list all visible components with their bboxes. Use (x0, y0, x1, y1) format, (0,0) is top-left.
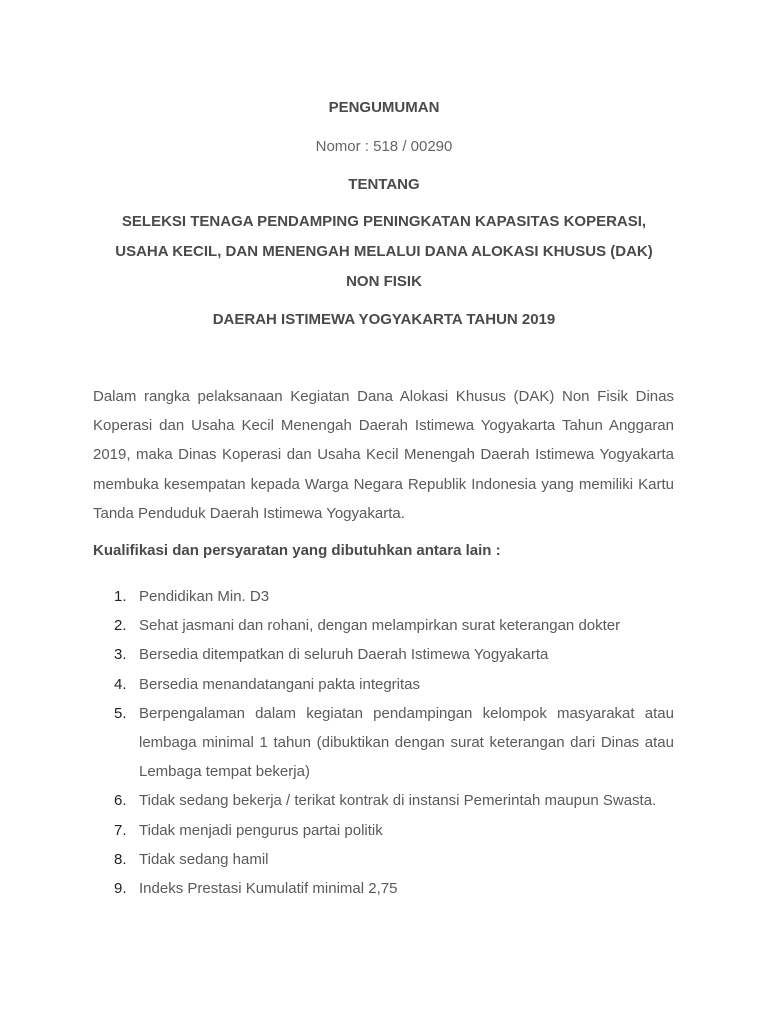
list-item-text: Tidak menjadi pengurus partai politik (139, 821, 383, 839)
list-item-text: Pendidikan Min. D3 (139, 588, 270, 605)
list-item (93, 786, 674, 815)
list-item (93, 670, 674, 699)
list-number: 6. (114, 792, 127, 810)
requirements-list (93, 582, 674, 903)
region-year-heading: DAERAH ISTIMEWA YOGYAKARTA TAHUN 2019 (212, 311, 556, 328)
subject-line: SELEKSI TENAGA PENDAMPING PENINGKATAN KAPASITAS KOPERASI, (121, 213, 647, 230)
list-number: 2. (114, 617, 127, 635)
subject-line: NON FISIK (346, 273, 422, 290)
subject-line: USAHA KECIL, DAN MENENGAH MELALUI DANA ALOKASI KHUSUS (DAK) (115, 243, 653, 260)
list-number: 9. (114, 880, 127, 898)
list-item-text: Bersedia menandatangani pakta integritas (139, 675, 421, 693)
list-item (93, 874, 674, 903)
requirements-heading: Kualifikasi dan persyaratan yang dibutuhkan antara lain : (93, 542, 501, 559)
list-item-text: Bersedia ditempatkan di seluruh Daerah Istimewa Yogyakarta (139, 646, 549, 664)
list-number: 8. (114, 850, 127, 868)
list-item-text: Berpengalaman dalam kegiatan pendampingan kelompok masyarakat atau lembaga minimal 1 tahun (dibuktikan dengan surat keterangan dari Dinas atau Lembaga tempat bekerja) (139, 704, 674, 781)
document-title: PENGUMUMAN (328, 99, 440, 116)
list-item (93, 640, 674, 669)
list-number: 4. (114, 675, 127, 693)
list-item-text: Indeks Prestasi Kumulatif minimal 2,75 (139, 880, 398, 898)
list-item (93, 611, 674, 640)
list-item (93, 699, 674, 787)
list-number: 3. (114, 646, 127, 664)
list-item (93, 816, 674, 845)
list-number: 7. (114, 821, 127, 839)
intro-paragraph: Dalam rangka pelaksanaan Kegiatan Dana Alokasi Khusus (DAK) Non Fisik Dinas Koperasi dan Usaha Kecil Menengah Daerah Istimewa Yogyakarta Tahun Anggaran 2019, maka Dinas Koperasi dan Usaha Kecil Menengah Daerah Istimewa Yogyakarta membuka kesempatan kepada Warga Negara Republik Indonesia yang memiliki Kartu Tanda Penduduk Daerah Istimewa Yogyakarta. (93, 388, 674, 522)
list-number: 1. (114, 588, 127, 605)
list-item (93, 582, 674, 611)
list-item-text: Tidak sedang hamil (139, 850, 269, 868)
list-number: 5. (114, 704, 127, 722)
about-label: TENTANG (348, 176, 420, 193)
list-item (93, 845, 674, 874)
list-item-text: Tidak sedang bekerja / terikat kontrak di instansi Pemerintah maupun Swasta. (139, 792, 657, 810)
document-number: Nomor : 518 / 00290 (315, 138, 453, 155)
list-item-text: Sehat jasmani dan rohani, dengan melampirkan surat keterangan dokter (139, 617, 621, 635)
